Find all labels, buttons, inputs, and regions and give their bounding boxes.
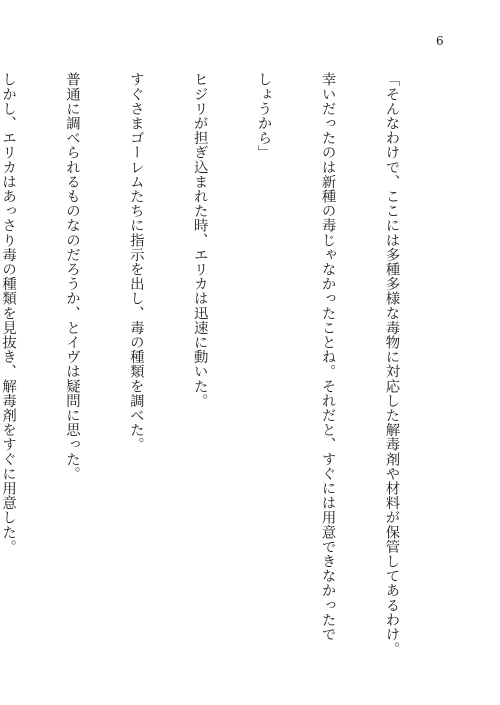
- text-line: 「そんなわけで、ここには多種多様な毒物に対応した解毒剤や材料が保管してあるわけ。: [383, 72, 400, 656]
- text-line: 幸いだったのは新種の毒じゃなかったことね。それだと、すぐには用意できなかったで: [319, 72, 336, 642]
- vertical-text-body: [0, 72, 444, 672]
- text-line: すぐさまゴーレムたちに指示を出し、毒の種類を調べた。: [127, 72, 144, 452]
- text-line: 普通に調べられるものなのだろうか、とイヴは疑問に思った。: [63, 72, 80, 481]
- text-line: しょうから」: [255, 72, 272, 160]
- text-line: しかし、エリカはあっさり毒の種類を見抜き、解毒剤をすぐに用意した。: [0, 72, 17, 554]
- page-number: 6: [436, 34, 444, 48]
- text-line: ヒジリが担ぎ込まれた時、エリカは迅速に動いた。: [191, 72, 208, 408]
